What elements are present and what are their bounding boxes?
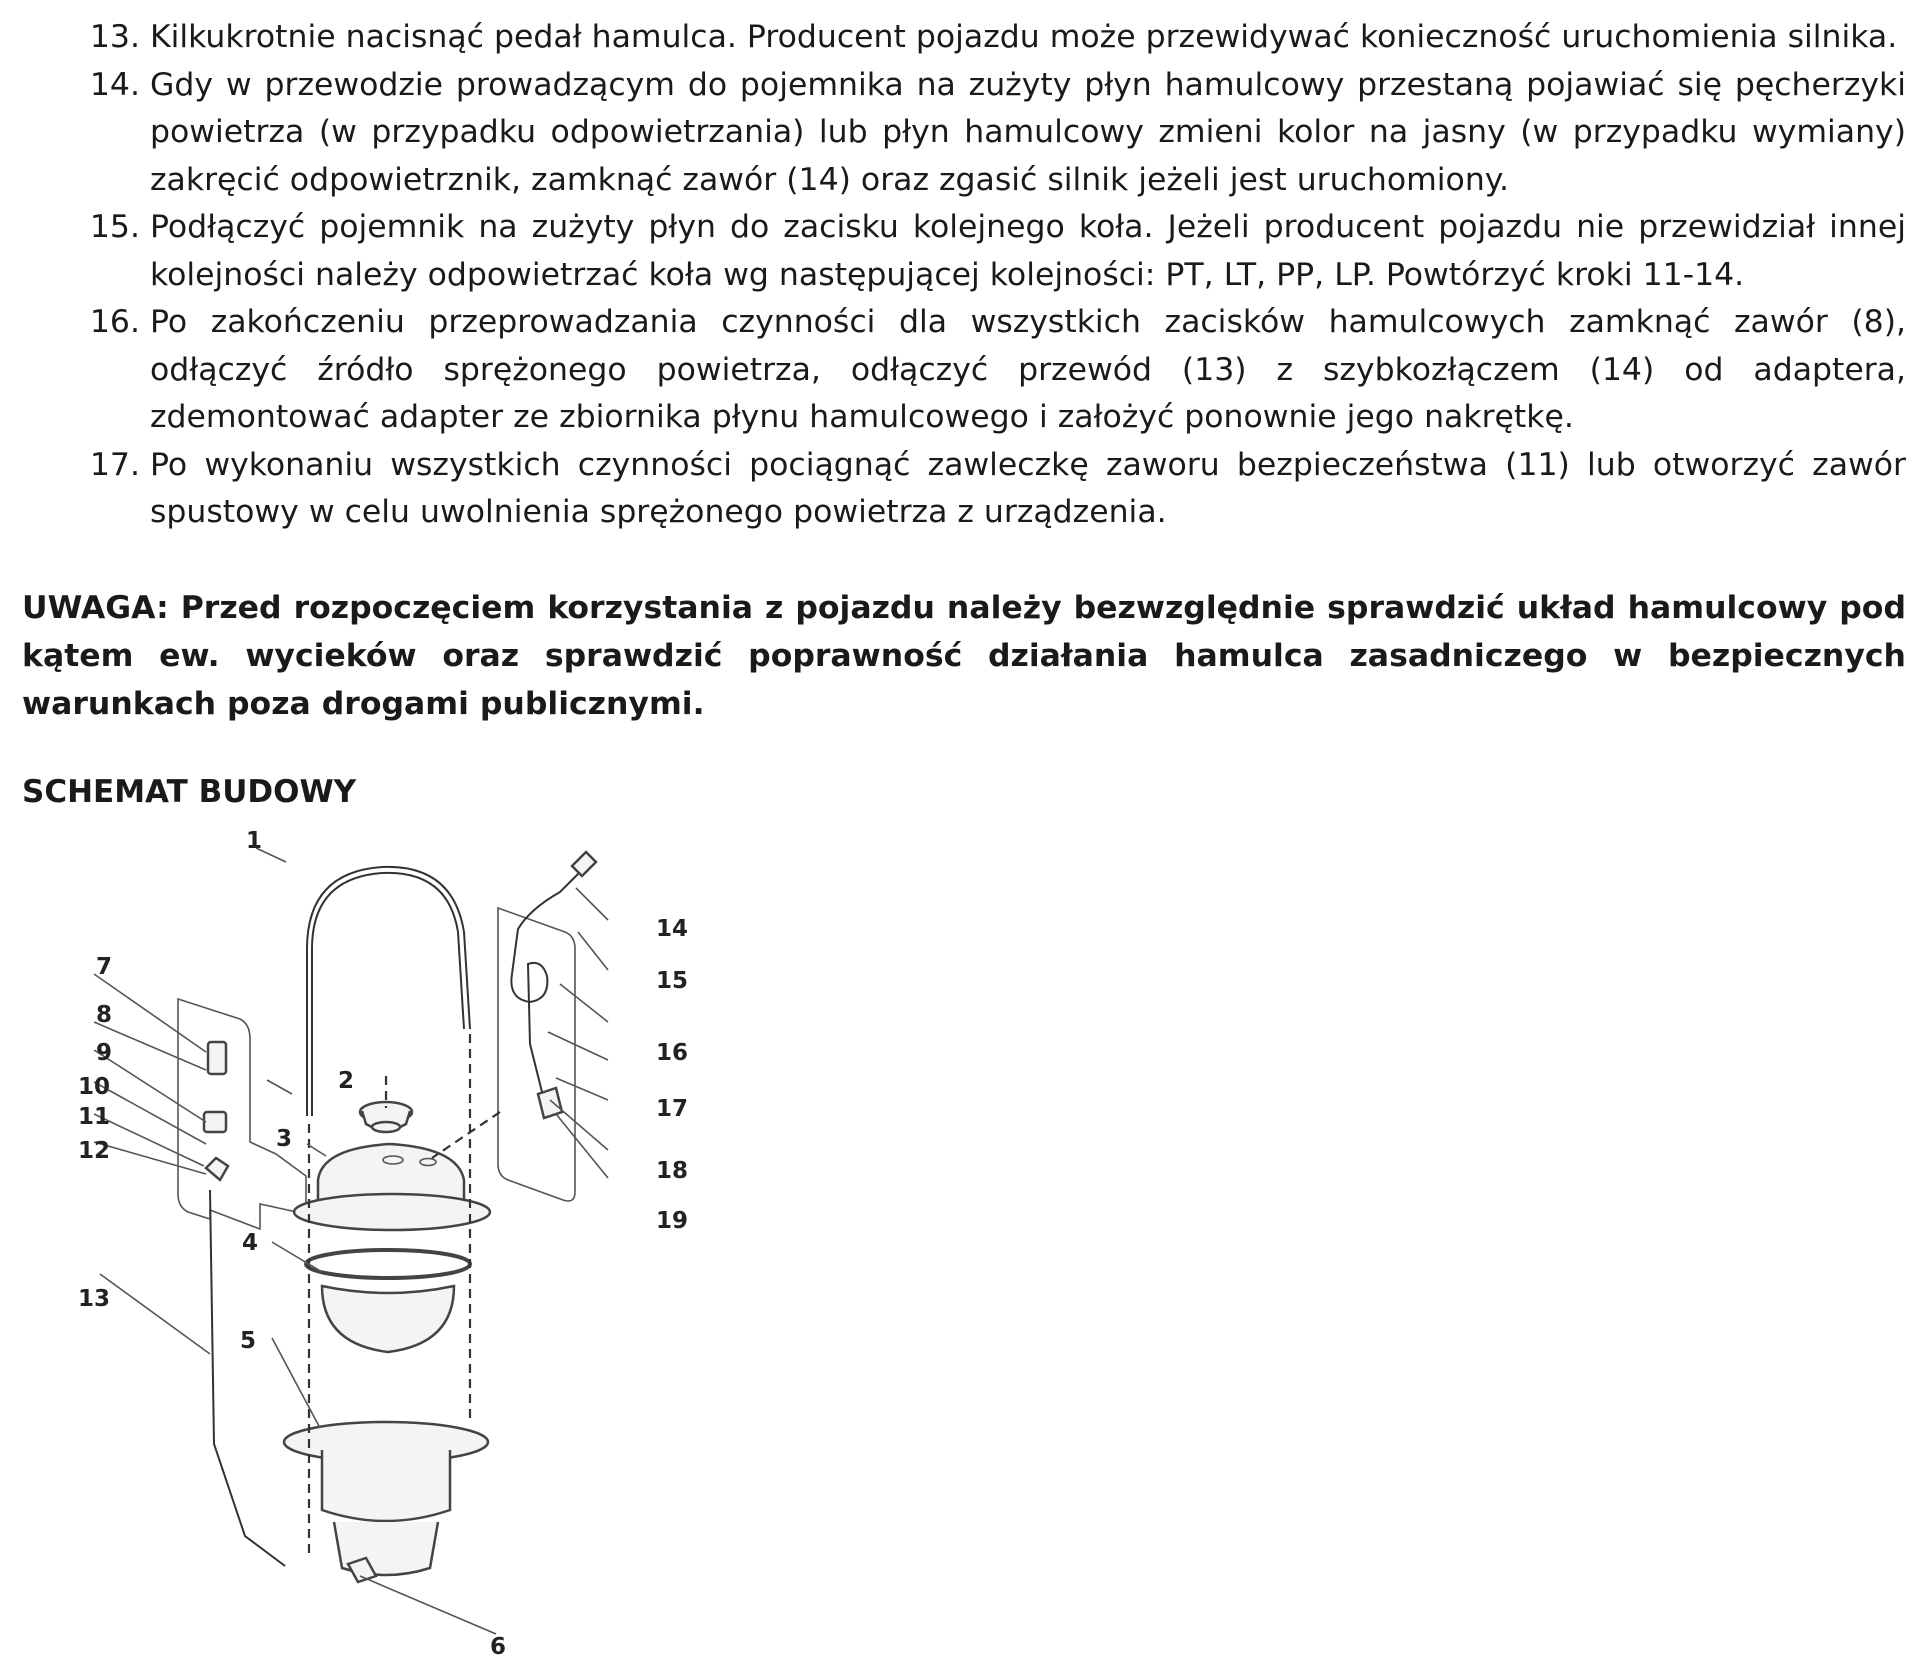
- step-number: 14.: [89, 66, 140, 103]
- step-number: 15.: [89, 209, 140, 245]
- lid-part-3: [294, 1144, 490, 1230]
- step-17: [80, 442, 1906, 537]
- diagram-label: 11: [78, 1104, 111, 1130]
- step-number: 13.: [89, 19, 140, 55]
- quick-coupler-14: [572, 852, 596, 876]
- diagram-label: 19: [656, 1208, 689, 1234]
- main-hose: [307, 867, 470, 1116]
- step-text: Gdy w przewodzie prowadzącym do pojemnika na zużyty płyn hamulcowy przestaną pojawiać się pęcherzyki powietrza (w przypadku odpowietrzania) lub płyn hamulcowy zmieni kolor na jasny (w przypadku wymiany) zakręcić odpowietrznik, zamknąć zawór (14) oraz zgasić silnik jeżeli jest uruchomiony.: [150, 66, 1906, 198]
- diagram-label: 8: [96, 1002, 113, 1028]
- diagram-label: 2: [338, 1068, 355, 1094]
- construction-diagram: [60, 824, 720, 1656]
- diagram-label: 18: [656, 1158, 689, 1184]
- diagram-label: 3: [276, 1126, 293, 1152]
- step-text: Kilkukrotnie nacisnąć pedał hamulca. Producent pojazdu może przewidywać konieczność uruchomienia silnika.: [150, 19, 1898, 55]
- step-text: Podłączyć pojemnik na zużyty płyn do zacisku kolejnego koła. Jeżeli producent pojazdu nie przewidział innej kolejności należy odpowietrzać koła wg następującej kolejności: PT, LT, PP, LP. Powtórzyć kroki 11-14.: [150, 209, 1906, 293]
- valve-parts-18-19: [538, 1088, 562, 1118]
- step-text: Po wykonaniu wszystkich czynności pociągnąć zawleczkę zaworu bezpieczeństwa (11) lub otworzyć zawór spustowy w celu uwolnienia sprężonego powietrza z urządzenia.: [150, 446, 1906, 530]
- hose-15: [511, 872, 580, 1092]
- step-number: 17.: [89, 446, 140, 483]
- valve-parts-7-12: [204, 1042, 228, 1180]
- step-13: [80, 14, 1906, 62]
- diagram-label: 10: [78, 1074, 111, 1100]
- diagram-label: 9: [96, 1040, 113, 1066]
- diagram-label: 6: [490, 1634, 507, 1656]
- gasket-and-bowl-part-4: [306, 1250, 470, 1352]
- step-14: [80, 62, 1906, 205]
- left-panel: [178, 999, 306, 1229]
- step-text: Po zakończeniu przeprowadzania czynności dla wszystkich zacisków hamulcowych zamknąć zawór (8), odłączyć źródło sprężonego powietrza, odłączyć przewód (13) z szybkozłączem (14) od adaptera, zdemontować adapter ze zbiornika płynu hamulcowego i założyć ponownie jego nakrętkę.: [150, 304, 1906, 435]
- step-number: 16.: [89, 304, 140, 340]
- diagram-heading: SCHEMAT BUDOWY: [22, 774, 357, 810]
- diagram-label: 12: [78, 1138, 111, 1164]
- body-part-5: [284, 1422, 488, 1575]
- diagram-label: 16: [656, 1040, 689, 1066]
- diagram-label: 17: [656, 1096, 689, 1122]
- diagram-label: 13: [78, 1286, 111, 1312]
- warning-note: UWAGA: Przed rozpoczęciem korzystania z pojazdu należy bezwzględnie sprawdzić układ hamulcowy pod kątem ew. wycieków oraz sprawdzić poprawność działania hamulca zasadniczego w bezpiecznych warunkach poza drogami publicznymi.: [22, 590, 1906, 722]
- diagram-label: 7: [96, 954, 113, 980]
- diagram-label: 5: [240, 1328, 257, 1354]
- diagram-label: 4: [242, 1230, 259, 1256]
- instruction-steps: [80, 14, 1906, 537]
- diagram-label: 1: [246, 828, 263, 854]
- step-16: [80, 299, 1906, 442]
- step-15: [80, 204, 1906, 299]
- right-panel: [498, 908, 575, 1201]
- diagram-label: 15: [656, 968, 689, 994]
- diagram-label: 14: [656, 916, 689, 942]
